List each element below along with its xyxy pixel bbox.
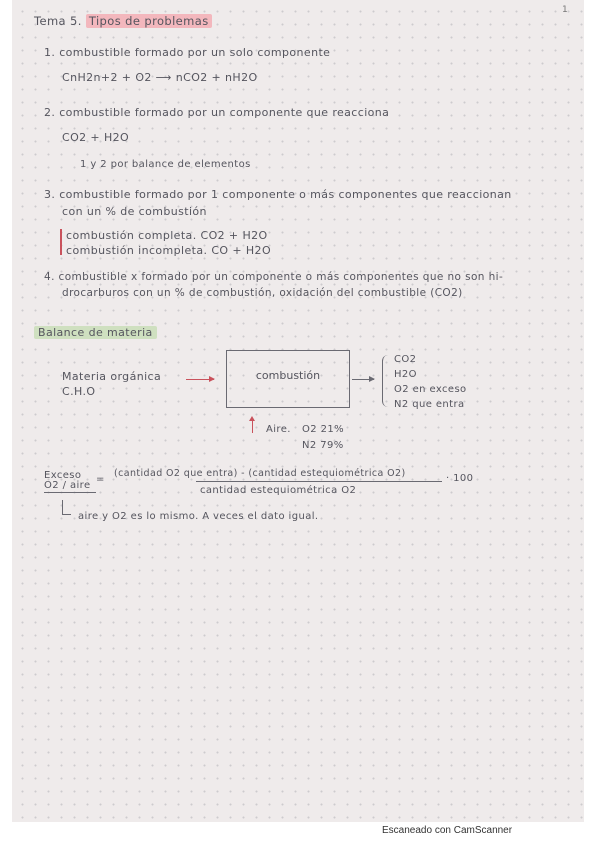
title-prefix: Tema 5.	[34, 14, 82, 28]
page-mark: 1	[562, 5, 568, 15]
exceso-note: aire y O2 es lo mismo. A veces el dato igual.	[78, 511, 319, 522]
item-3-bracket	[60, 229, 62, 255]
exceso-underline	[44, 492, 96, 493]
output-brace	[382, 355, 388, 407]
air-n2: N2 79%	[302, 440, 344, 451]
exceso-numerator: (cantidad O2 que entra) - (cantidad estequiométrica O2)	[114, 468, 406, 479]
item-3-text-cont: con un % de combustión	[62, 205, 207, 218]
exceso-lhs-sub: O2 / aire	[44, 480, 91, 491]
output-1: CO2	[394, 354, 417, 365]
item-1-formula: CnH2n+2 + O2 ⟶ nCO2 + nH2O	[62, 71, 258, 84]
notebook-page	[12, 0, 584, 822]
item-4-text-cont: drocarburos con un % de combustión, oxidación del combustible (CO2)	[62, 287, 463, 299]
input-arrow	[186, 379, 214, 380]
item-2-formula: CO2 + H2O	[62, 131, 130, 144]
output-arrow	[352, 379, 374, 380]
output-3: O2 en exceso	[394, 384, 467, 395]
exceso-denominator: cantidad estequiométrica O2	[200, 485, 357, 496]
input-label: Materia orgánica	[62, 370, 162, 383]
exceso-equals: =	[96, 474, 105, 485]
section-heading: Balance de materia	[34, 326, 157, 339]
item-3-sub1: combustión completa. CO2 + H2O	[66, 229, 268, 242]
air-arrow	[252, 420, 253, 433]
item-1-text: 1. combustible formado por un solo componente	[44, 46, 331, 59]
air-o2: O2 21%	[302, 424, 345, 435]
combustion-box	[226, 350, 350, 408]
item-3-text: 3. combustible formado por 1 componente o más componentes que reaccionan	[44, 188, 512, 201]
combustion-box-label: combustión	[255, 369, 321, 382]
output-4: N2 que entra	[394, 399, 465, 410]
exceso-times: · 100	[446, 473, 474, 484]
output-2: H2O	[394, 369, 417, 380]
exceso-lhs: Exceso	[44, 470, 82, 481]
fraction-line	[196, 481, 442, 482]
item-2-text: 2. combustible formado por un componente que reacciona	[44, 106, 390, 119]
item-3-sub2: combustión incompleta. CO + H2O	[66, 244, 271, 257]
scanner-footer: Escaneado con CamScanner	[382, 825, 513, 836]
note-hook	[62, 500, 71, 515]
air-label: Aire.	[266, 424, 291, 435]
title-highlight: Tipos de problemas	[86, 14, 212, 28]
item-4-text: 4. combustible x formado por un componente o más componentes que no son hi-	[44, 271, 504, 283]
input-formula: C.H.O	[62, 385, 96, 398]
item-2-note: 1 y 2 por balance de elementos	[80, 159, 251, 170]
page-title	[34, 14, 212, 28]
